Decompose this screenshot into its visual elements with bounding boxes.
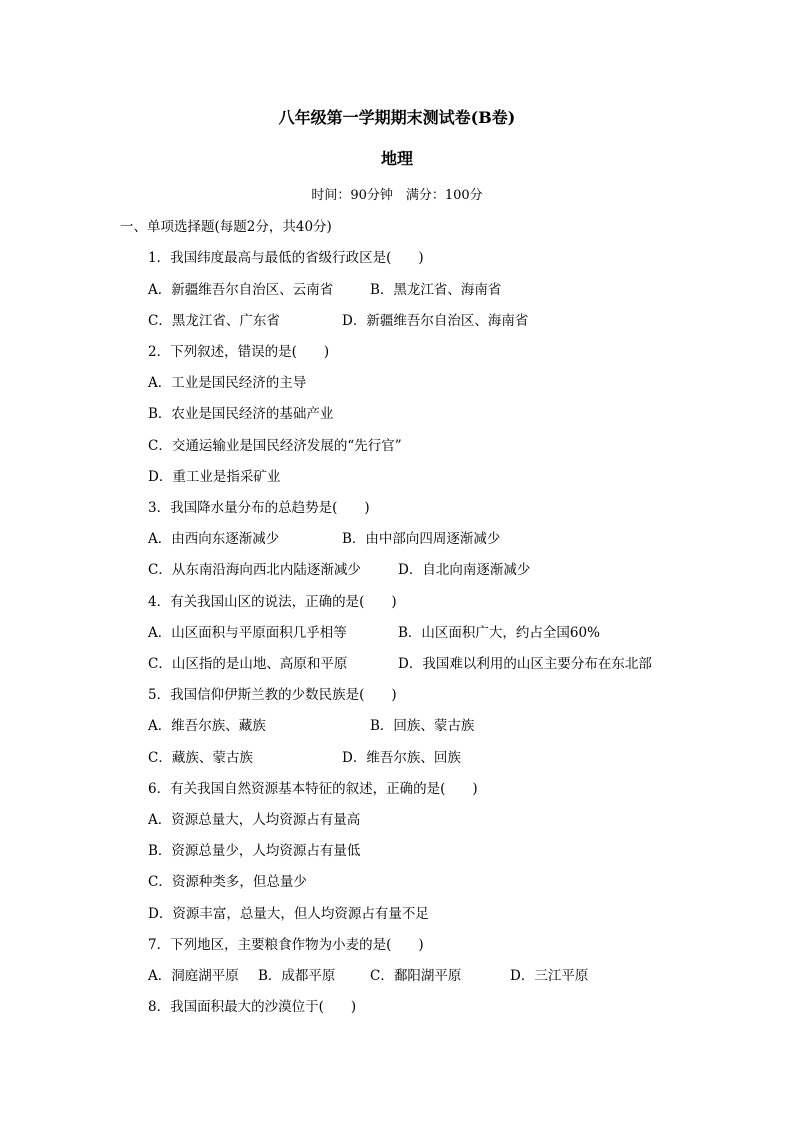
- option-a: A．维吾尔族、藏族: [148, 718, 266, 734]
- option-a: A．由西向东逐渐减少: [148, 531, 280, 547]
- question-stem: 7．下列地区，主要粮食作物为小麦的是( ): [148, 937, 424, 953]
- option-a: A．洞庭湖平原: [148, 968, 239, 984]
- option-c: C．鄱阳湖平原: [370, 968, 462, 984]
- question-stem: 3．我国降水量分布的总趋势是( ): [148, 500, 370, 516]
- option-b: B．成都平原: [258, 968, 336, 984]
- option-a: A．工业是国民经济的主导: [148, 375, 307, 391]
- option-a: A．资源总量大，人均资源占有量高: [148, 812, 361, 828]
- question-stem: 2．下列叙述，错误的是( ): [148, 344, 330, 360]
- option-c: C．从东南沿海向西北内陆逐渐减少: [148, 562, 361, 578]
- option-d: D．资源丰富，总量大，但人均资源占有量不足: [148, 906, 429, 922]
- option-d: D．维吾尔族、回族: [342, 750, 461, 766]
- option-a: A．山区面积与平原面积几乎相等: [148, 625, 347, 641]
- question-stem: 8．我国面积最大的沙漠位于( ): [148, 999, 357, 1015]
- option-d: D．重工业是指采矿业: [148, 469, 281, 485]
- option-b: B．由中部向四周逐渐减少: [342, 531, 501, 547]
- option-b: B．山区面积广大，约占全国60%: [398, 625, 600, 641]
- section-heading: 一、单项选择题(每题2分，共40分): [120, 219, 332, 235]
- option-d: D．自北向南逐渐减少: [398, 562, 531, 578]
- option-a: A．新疆维吾尔自治区、云南省: [148, 282, 334, 298]
- subject-title: 地理: [380, 149, 413, 168]
- question-stem: 1．我国纬度最高与最低的省级行政区是( ): [148, 250, 424, 266]
- option-b: B．回族、蒙古族: [370, 718, 475, 734]
- option-c: C．黑龙江省、广东省: [148, 313, 280, 329]
- question-stem: 4．有关我国山区的说法，正确的是( ): [148, 594, 397, 610]
- option-b: B．农业是国民经济的基础产业: [148, 406, 334, 422]
- option-c: C．交通运输业是国民经济发展的“先行官”: [148, 438, 402, 454]
- option-c: C．藏族、蒙古族: [148, 750, 253, 766]
- question-stem: 6．有关我国自然资源基本特征的叙述，正确的是( ): [148, 781, 478, 797]
- option-c: C．资源种类多，但总量少: [148, 874, 307, 890]
- exam-meta: 时间：90分钟 满分：100分: [311, 188, 483, 203]
- question-stem: 5．我国信仰伊斯兰教的少数民族是( ): [148, 687, 397, 703]
- option-b: B．黑龙江省、海南省: [370, 282, 502, 298]
- page-title: 八年级第一学期期末测试卷(B卷): [278, 108, 516, 127]
- option-d: D．三江平原: [510, 968, 589, 984]
- option-b: B．资源总量少，人均资源占有量低: [148, 843, 361, 859]
- option-c: C．山区指的是山地、高原和平原: [148, 656, 348, 672]
- option-d: D．我国难以利用的山区主要分布在东北部: [398, 656, 652, 672]
- option-d: D．新疆维吾尔自治区、海南省: [342, 313, 529, 329]
